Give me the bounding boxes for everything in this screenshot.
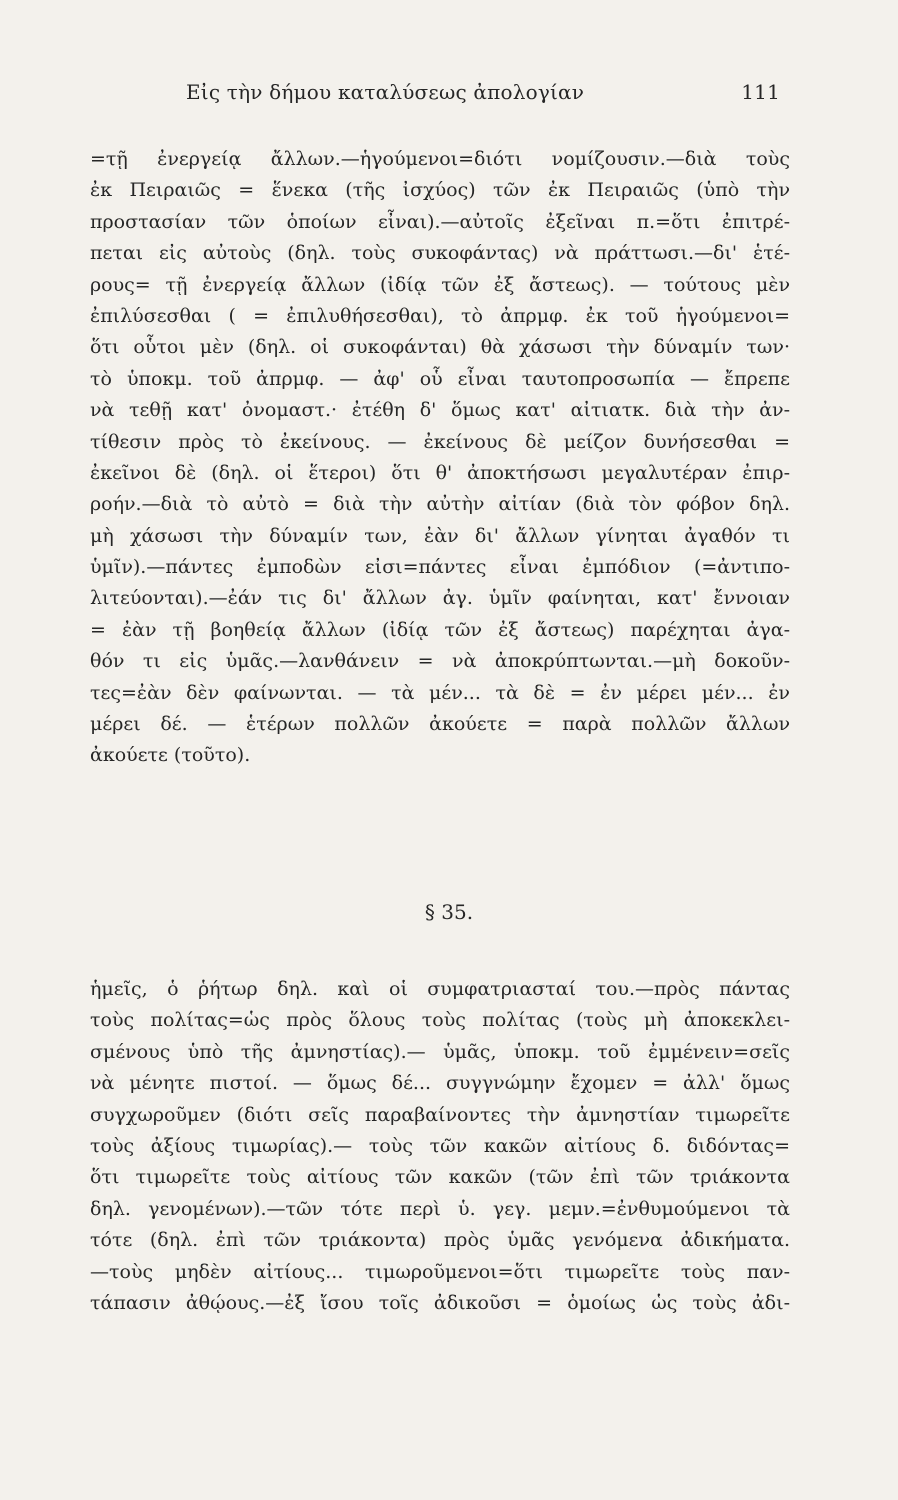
- text-line: νὰ τεθῇ κατ' ὀνομαστ.· ἐτέθη δ' ὅμως κατ' αἰτιατκ. διὰ τὴν ἀν-: [90, 399, 790, 422]
- text-line: συγχωροῦμεν (διότι σεῖς παραβαίνοντες τὴν ἀμνηστίαν τιμωρεῖτε: [90, 1103, 790, 1126]
- text-line: προστασίαν τῶν ὁποίων εἶναι).—αὐτοῖς ἐξεῖναι π.=ὅτι ἐπιτρέ-: [90, 210, 790, 233]
- text-line: δηλ. γενομένων).—τῶν τότε περὶ ὑ. γεγ. μεμν.=ἐνθυμούμενοι τὰ: [90, 1197, 790, 1220]
- section-heading: § 35.: [424, 900, 474, 924]
- text-line: ὅτι τιμωρεῖτε τοὺς αἰτίους τῶν κακῶν (τῶν ἐπὶ τῶν τριάκοντα: [90, 1166, 790, 1189]
- page-number: 111: [741, 80, 780, 104]
- text-line-last: ἀκούετε (τοῦτο).: [90, 744, 251, 767]
- text-line: μέρει δέ. — ἑτέρων πολλῶν ἀκούετε = παρὰ πολλῶν ἄλλων: [90, 713, 790, 736]
- text-line: τες=ἐὰν δὲν φαίνωνται. — τὰ μέν... τὰ δὲ = ἐν μέρει μέν... ἐν: [90, 681, 790, 704]
- text-line: μὴ χάσωσι τὴν δύναμίν των, ἐὰν δι' ἄλλων γίνηται ἀγαθόν τι: [90, 524, 790, 547]
- text-line: ἐκ Πειραιῶς = ἕνεκα (τῆς ἰσχύος) τῶν ἐκ Πειραιῶς (ὑπὸ τὴν: [90, 179, 790, 202]
- text-line: ὑμῖν).—πάντες ἐμποδὼν εἰσι=πάντες εἶναι ἐμπόδιον (=ἀντιπο-: [90, 556, 790, 579]
- text-line: λιτεύονται).—ἐάν τις δι' ἄλλων ἀγ. ὑμῖν φαίνηται, κατ' ἔννοιαν: [90, 587, 790, 610]
- text-line: τοὺς πολίτας=ὡς πρὸς ὅλους τοὺς πολίτας (τοὺς μὴ ἀποκεκλει-: [90, 1009, 790, 1032]
- text-line: —τοὺς μηδὲν αἰτίους... τιμωροῦμενοι=ὅτι τιμωρεῖτε τοὺς παν-: [90, 1260, 790, 1283]
- text-line: θόν τι εἰς ὑμᾶς.—λανθάνειν = νὰ ἀποκρύπτωνται.—μὴ δοκοῦν-: [90, 650, 790, 673]
- text-line: ἐκεῖνοι δὲ (δηλ. οἱ ἕτεροι) ὅτι θ' ἀποκτήσωσι μεγαλυτέραν ἐπιρ-: [90, 461, 790, 484]
- text-line: = ἐὰν τῇ βοηθείᾳ ἄλλων (ἰδίᾳ τῶν ἐξ ἄστεως) παρέχηται ἀγα-: [90, 618, 790, 641]
- text-line: ἐπιλύσεσθαι ( = ἐπιλυθήσεσθαι), τὸ ἀπρμφ. ἐκ τοῦ ἡγούμενοι=: [90, 304, 790, 327]
- commentary-block-section-35: [90, 974, 790, 1319]
- text-line: σμένους ὑπὸ τῆς ἀμνηστίας).— ὑμᾶς, ὑποκμ. τοῦ ἐμμένειν=σεῖς: [90, 1040, 790, 1063]
- text-line: τότε (δηλ. ἐπὶ τῶν τριάκοντα) πρὸς ὑμᾶς γενόμενα ἀδικήματα.: [90, 1229, 790, 1252]
- text-line: ἡμεῖς, ὁ ῥήτωρ δηλ. καὶ οἱ συμφατριασταί του.—πρὸς πάντας: [90, 978, 790, 1000]
- text-line: τάπασιν ἀθῴους.—ἐξ ἴσου τοῖς ἀδικοῦσι = ὁμοίως ὡς τοὺς ἀδι-: [90, 1291, 790, 1314]
- commentary-block-continued: [90, 144, 790, 772]
- text-line: τοὺς ἀξίους τιμωρίας).— τοὺς τῶν κακῶν αἰτίους δ. διδόντας=: [90, 1134, 790, 1157]
- text-line: =τῇ ἐνεργείᾳ ἄλλων.—ἡγούμενοι=διότι νομίζουσιν.—διὰ τοὺς: [90, 148, 790, 170]
- text-line: ροήν.—διὰ τὸ αὐτὸ = διὰ τὴν αὐτὴν αἰτίαν (διὰ τὸν φόβον δηλ.: [90, 493, 790, 516]
- running-title: Εἰς τὴν δήμου καταλύσεως ἀπολογίαν: [186, 80, 585, 104]
- text-line: πεται εἰς αὐτοὺς (δηλ. τοὺς συκοφάντας) νὰ πράττωσι.—δι' ἑτέ-: [90, 242, 790, 265]
- text-line: τίθεσιν πρὸς τὸ ἐκείνους. — ἐκείνους δὲ μείζον δυνήσεσθαι =: [90, 430, 790, 453]
- text-line: νὰ μένητε πιστοί. — ὅμως δέ... συγγνώμην ἔχομεν = ἀλλ' ὅμως: [90, 1072, 790, 1095]
- text-line: ρους= τῇ ἐνεργείᾳ ἄλλων (ἰδίᾳ τῶν ἐξ ἄστεως). — τούτους μὲν: [90, 273, 790, 296]
- text-line: ὅτι οὗτοι μὲν (δηλ. οἱ συκοφάνται) θὰ χάσωσι τὴν δύναμίν των·: [90, 336, 790, 359]
- text-line: τὸ ὑποκμ. τοῦ ἀπρμφ. — ἀφ' οὗ εἶναι ταυτοπροσωπία — ἔπρεπε: [90, 367, 790, 390]
